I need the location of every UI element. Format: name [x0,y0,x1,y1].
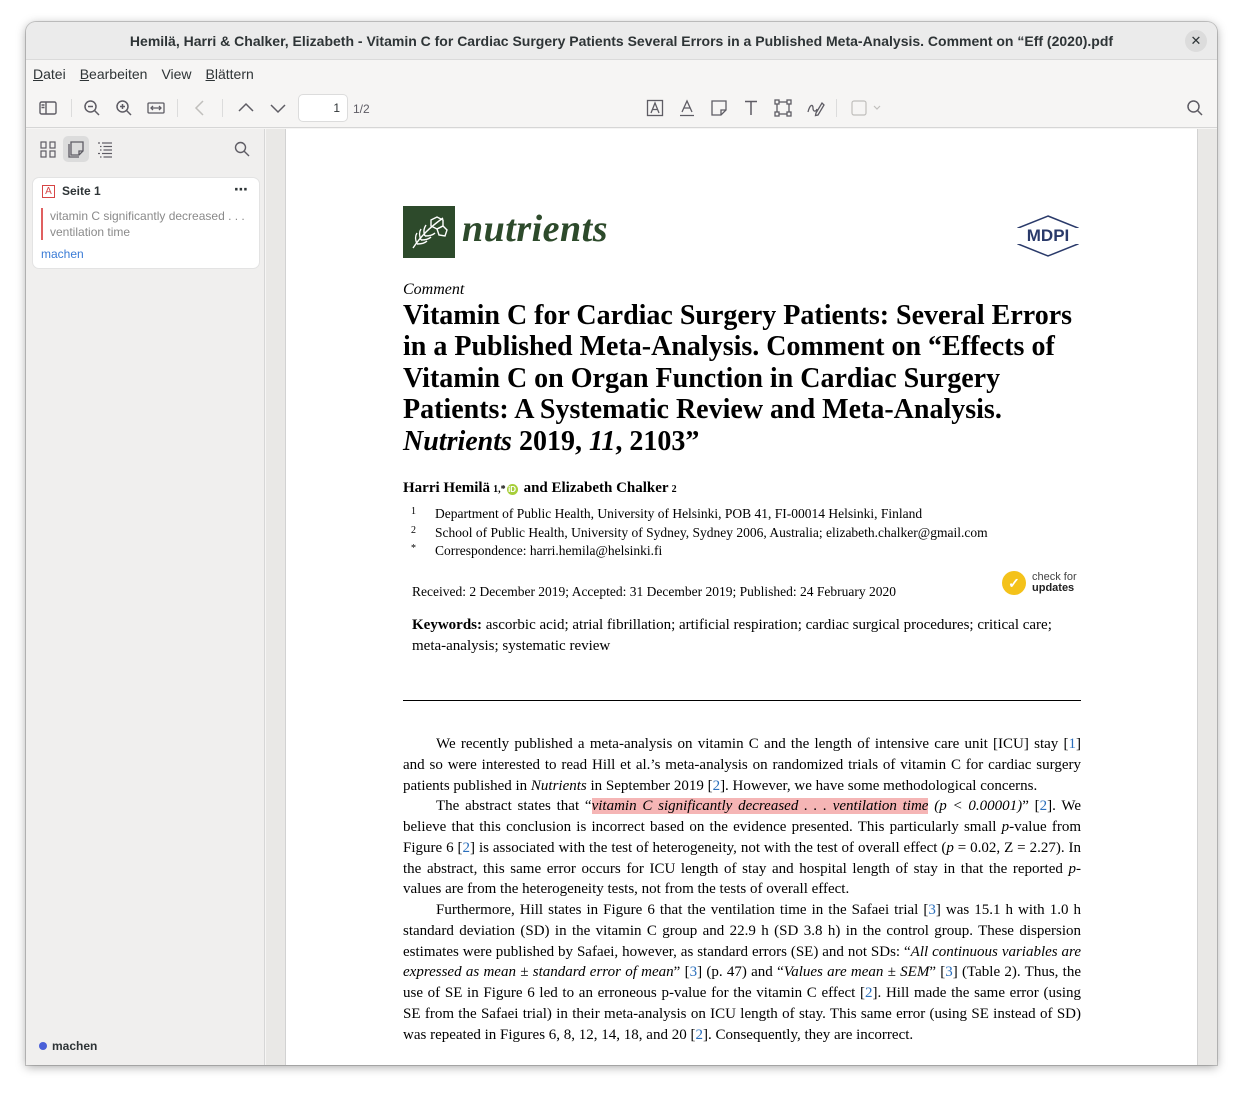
previous-page-icon[interactable] [236,98,256,118]
affiliation-1: 1 Department of Public Health, University of Helsinki, POB 41, FI-00014 Helsinki, Finland [411,506,923,521]
check-icon: ✓ [1002,571,1026,595]
article-body [403,734,1081,1045]
menu-datei[interactable]: Datei [33,66,66,82]
sidebar [26,129,265,1065]
sidebar-toggle-icon[interactable] [38,98,58,118]
orcid-icon[interactable]: iD [508,485,517,494]
sidebar-search-button[interactable] [229,136,255,162]
paragraph-1: We recently published a meta-analysis on vitamin C and the length of intensive care unit [ICU] stay [1] and so were interested to read Hill et al.’s meta-analysis on randomized trials of vitamin C for cardiac surgery patients published in Nutrients in September 2019 [2]. However, we have some methodological concerns. [403,736,1081,794]
page-number-input[interactable]: 1 [298,94,348,122]
affiliation-2: 2 School of Public Health, University of Sydney, Sydney 2006, Australia; elizabeth.chalker@gmail.com [411,525,988,540]
thumbnails-tab[interactable] [35,136,61,162]
annotation-header [42,184,101,198]
document-viewer[interactable] [266,129,1217,1065]
next-page-icon[interactable] [268,98,288,118]
mdpi-logo-icon [1015,214,1081,258]
close-icon: ✕ [1190,33,1202,48]
annotations-tab[interactable] [63,136,89,162]
highlight-annotation-icon: A [42,185,55,198]
menu-blaettern[interactable]: Blättern [205,66,254,82]
annotation-card[interactable] [33,178,259,268]
close-button[interactable] [1185,30,1207,52]
divider [403,700,1081,701]
correspondence: * Correspondence: harri.hemila@helsinki.fi [411,543,663,558]
user-color-dot [39,1042,47,1050]
journal-logo-icon [403,206,455,258]
check-for-updates-badge[interactable]: ✓ check for updates [1002,571,1077,595]
title-bar[interactable] [26,22,1217,60]
thumbnails-icon [39,140,57,158]
paragraph-3: Furthermore, Hill states in Figure 6 that the ventilation time in the Safaei trial [3] was 15.1 h with 1.0 h standard deviation (SD) in the vitamin C group and 22.9 h (SD 3.8 h) in the control group. These dispersion estimates were published by Safaei, however, as standard errors (SE) and not SDs: “All continuous variables are expressed as mean ± standard error of mean” [3] (p. 47) and “Values are mean ± SEM” [3] (Table 2). Thus, the use of SE in Figure 6 led to an erroneous p-value for the vitamin C effect [2]. Hill made the same error (using SE from the Safaei trial) in their meta-analysis on ICU length of stay. This same error (using SE instead of SD) was repeated in Figures 6, 8, 12, 14, 18, and 20 [2]. Consequently, they are incorrect. [403,902,1082,1043]
menu-bar [26,60,1217,88]
highlighted-text[interactable]: vitamin C significantly decreased . . . ventilation time [591,798,929,815]
app-window [26,22,1217,1065]
user-indicator [39,1039,97,1053]
underline-icon[interactable] [677,98,697,118]
color-picker-icon[interactable] [850,98,886,118]
sidebar-tabs [26,129,264,169]
more-options-icon[interactable]: ⋯ [234,181,249,197]
annotations-icon [67,140,85,158]
search-icon[interactable] [1185,98,1205,118]
journal-name: nutrients [462,208,609,250]
zoom-in-icon[interactable] [114,98,134,118]
paragraph-2: The abstract states that “vitamin C significantly decreased . . . ventilation time (p < 0.00001)” [2]. We believe that this conclusion is incorrect based on the evidence presented. This particularly small p-value from Figure 6 [2] is associated with the test of heterogeneity, not with the test of overall effect (p = 0.02, Z = 2.27). In the abstract, this same error occurs for ICU length of stay and hospital length of stay in that the reported p-values are from the heterogeneity tests, not from the tests of overall effect. [403,798,1081,898]
publication-dates: Received: 2 December 2019; Accepted: 31 December 2019; Published: 24 February 2020 [412,584,896,599]
annotation-author[interactable]: machen [41,247,84,261]
paper-title: Vitamin C for Cardiac Surgery Patients: Several Errors in a Published Meta-Analysis. Comment on “Effects of Vitamin C on Organ Function in Cardiac Surgery Patients: A Systematic Review and Meta-Analysis. Nutrients 2019, 11, 2103” [403,300,1073,457]
search-icon [233,140,251,158]
outline-icon [96,140,114,158]
article-type: Comment [403,281,465,298]
page-total: 1/2 [353,102,370,116]
user-name: machen [52,1039,98,1053]
outline-tab[interactable] [92,136,118,162]
note-icon[interactable] [709,98,729,118]
menu-view[interactable]: View [161,66,192,82]
authors: Harri Hemilä 1,* iD and Elizabeth Chalker 2 [403,480,677,496]
svg-text:MDPI: MDPI [1026,226,1070,245]
text-icon[interactable] [741,98,761,118]
fit-width-icon[interactable] [146,98,166,118]
keywords: Keywords: ascorbic acid; atrial fibrillation; artificial respiration; cardiac surgical procedures; critical care; meta-analysis; systematic review [412,617,1052,654]
select-area-icon[interactable] [773,98,793,118]
toolbar [26,88,1217,128]
back-icon[interactable] [190,98,210,118]
zoom-out-icon[interactable] [82,98,102,118]
highlight-icon[interactable] [645,98,665,118]
signature-icon[interactable] [805,98,825,118]
pdf-page [286,129,1197,1065]
menu-bearbeiten[interactable]: Bearbeiten [79,66,148,82]
annotation-page-label: Seite 1 [62,184,101,198]
window-title: Hemilä, Harri & Chalker, Elizabeth - Vitamin C for Cardiac Surgery Patients Several Errors in a Published Meta-Analysis. Comment on “Eff (2020).pdf [129,32,1114,49]
annotation-quote: vitamin C significantly decreased . . . ventilation time [41,208,246,240]
